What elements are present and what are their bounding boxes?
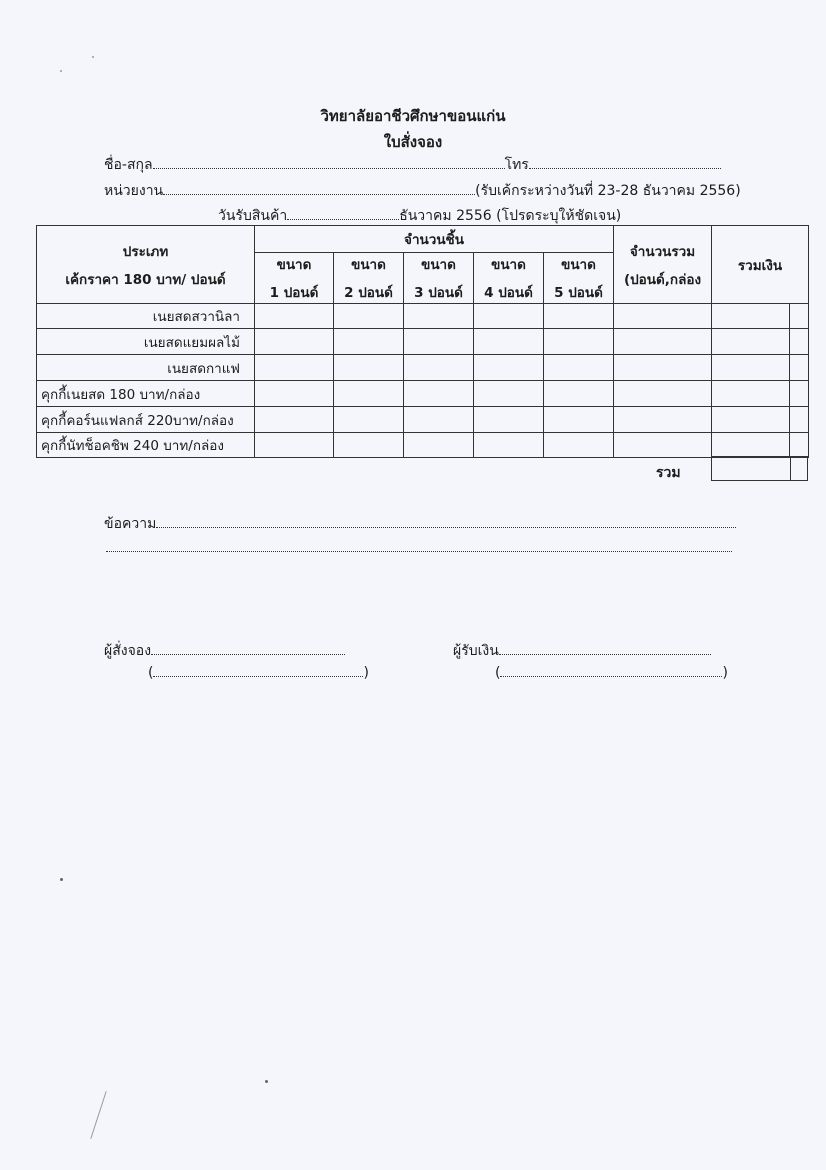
total-qty-cell[interactable] bbox=[614, 407, 712, 433]
qty-cell[interactable] bbox=[474, 381, 544, 407]
row-item-label: คุกกี้เนยสด 180 บาท/กล่อง bbox=[37, 381, 255, 407]
table-row bbox=[37, 329, 809, 355]
receive-month-note: ธันวาคม 2556 (โปรดระบุให้ชัดเจน) bbox=[399, 208, 622, 224]
money-sub-cell[interactable] bbox=[790, 355, 809, 381]
type-header bbox=[37, 226, 255, 304]
qty-cell[interactable] bbox=[544, 433, 614, 458]
receive-day-field[interactable] bbox=[287, 207, 399, 220]
table-row bbox=[37, 381, 809, 407]
row-item-label: เนยสดสวานิลา bbox=[37, 304, 255, 329]
qty-cell[interactable] bbox=[255, 433, 334, 458]
qty-cell[interactable] bbox=[334, 381, 404, 407]
scan-speck bbox=[60, 70, 62, 72]
orderer-signature-field[interactable] bbox=[151, 642, 345, 655]
qty-cell[interactable] bbox=[404, 381, 474, 407]
money-cell[interactable] bbox=[712, 381, 790, 407]
table-row bbox=[37, 433, 809, 458]
qty-cell[interactable] bbox=[544, 381, 614, 407]
total-qty-cell[interactable] bbox=[614, 329, 712, 355]
money-sub-cell[interactable] bbox=[790, 381, 809, 407]
size-4-header: ขนาด 4 ปอนด์ bbox=[474, 253, 544, 304]
scan-speck bbox=[265, 1080, 268, 1083]
orderer-label: ผู้สั่งจอง bbox=[104, 643, 152, 659]
qty-cell[interactable] bbox=[474, 329, 544, 355]
qty-cell[interactable] bbox=[474, 355, 544, 381]
agency-field[interactable] bbox=[163, 182, 475, 195]
qty-cell[interactable] bbox=[544, 407, 614, 433]
qty-cell[interactable] bbox=[404, 355, 474, 381]
name-label: ชื่อ-สกุล bbox=[104, 157, 153, 173]
size-5-header: ขนาด 5 ปอนด์ bbox=[544, 253, 614, 304]
total-qty-header bbox=[614, 226, 712, 304]
agency-label: หน่วยงาน bbox=[104, 183, 164, 199]
scan-speck bbox=[60, 878, 63, 881]
qty-cell[interactable] bbox=[255, 304, 334, 329]
qty-cell[interactable] bbox=[474, 433, 544, 458]
receiver-line bbox=[453, 640, 711, 662]
money-sub-cell[interactable] bbox=[790, 329, 809, 355]
total-qty-cell[interactable] bbox=[614, 433, 712, 458]
money-cell[interactable] bbox=[712, 433, 790, 458]
orderer-name-dots bbox=[153, 664, 363, 677]
qty-header: จำนวนชิ้น bbox=[255, 226, 614, 253]
size-2-header: ขนาด 2 ปอนด์ bbox=[334, 253, 404, 304]
size-3-header: ขนาด 3 ปอนด์ bbox=[404, 253, 474, 304]
phone-label: โทร bbox=[504, 157, 529, 173]
row-item-label: คุกกี้คอร์นแฟลกส์ 220บาท/กล่อง bbox=[37, 407, 255, 433]
orderer-name-field[interactable]: ( ) bbox=[148, 665, 369, 681]
sum-label: รวม bbox=[656, 465, 681, 481]
phone-field[interactable] bbox=[529, 156, 721, 169]
qty-cell[interactable] bbox=[544, 304, 614, 329]
total-qty-line1: จำนวนรวม bbox=[629, 243, 696, 260]
qty-cell[interactable] bbox=[404, 329, 474, 355]
form-title: ใบสั่งจอง bbox=[383, 133, 443, 151]
message-field[interactable] bbox=[156, 515, 736, 528]
message-line bbox=[104, 513, 736, 535]
qty-cell[interactable] bbox=[404, 304, 474, 329]
receiver-label: ผู้รับเงิน bbox=[453, 643, 499, 659]
money-cell[interactable] bbox=[712, 355, 790, 381]
money-sub-cell[interactable] bbox=[790, 433, 809, 458]
qty-cell[interactable] bbox=[255, 381, 334, 407]
name-field[interactable] bbox=[153, 156, 505, 169]
size-1-header: ขนาด 1 ปอนด์ bbox=[255, 253, 334, 304]
receiver-name-field[interactable]: ( ) bbox=[495, 665, 728, 681]
receive-date-line bbox=[218, 205, 621, 227]
pickup-note: (รับเค้กระหว่างวันที่ 23-28 ธันวาคม 2556) bbox=[475, 183, 741, 199]
qty-cell[interactable] bbox=[255, 329, 334, 355]
scan-mark bbox=[90, 1091, 106, 1139]
orderer-line bbox=[104, 640, 345, 662]
college-title: วิทยาลัยอาชีวศึกษาขอนแก่น bbox=[320, 107, 506, 125]
order-table bbox=[36, 225, 809, 458]
qty-cell[interactable] bbox=[544, 355, 614, 381]
receive-label: วันรับสินค้า bbox=[218, 208, 288, 224]
receiver-name-dots bbox=[500, 664, 722, 677]
table-row bbox=[37, 355, 809, 381]
qty-cell[interactable] bbox=[255, 407, 334, 433]
qty-cell[interactable] bbox=[404, 433, 474, 458]
table-row bbox=[37, 304, 809, 329]
qty-cell[interactable] bbox=[334, 407, 404, 433]
qty-cell[interactable] bbox=[474, 407, 544, 433]
message-line-2 bbox=[106, 539, 732, 556]
agency-line bbox=[104, 180, 741, 202]
type-header-line2: เค้กราคา 180 บาท/ ปอนด์ bbox=[65, 271, 226, 288]
qty-cell[interactable] bbox=[544, 329, 614, 355]
receiver-signature-field[interactable] bbox=[499, 642, 711, 655]
message-field-2[interactable] bbox=[106, 539, 732, 552]
qty-cell[interactable] bbox=[255, 355, 334, 381]
message-label: ข้อความ bbox=[104, 516, 157, 532]
qty-cell[interactable] bbox=[474, 304, 544, 329]
qty-cell[interactable] bbox=[334, 304, 404, 329]
qty-cell[interactable] bbox=[404, 407, 474, 433]
row-item-label: คุกกี้นัทช็อคชิพ 240 บาท/กล่อง bbox=[37, 433, 255, 458]
table-row bbox=[37, 407, 809, 433]
row-item-label: เนยสดกาแฟ bbox=[37, 355, 255, 381]
qty-cell[interactable] bbox=[334, 329, 404, 355]
qty-cell[interactable] bbox=[334, 433, 404, 458]
total-money-header: รวมเงิน bbox=[712, 226, 809, 304]
total-qty-cell[interactable] bbox=[614, 381, 712, 407]
type-header-line1: ประเภท bbox=[122, 243, 169, 260]
scan-speck bbox=[92, 56, 94, 58]
row-item-label: เนยสดแยมผลไม้ bbox=[37, 329, 255, 355]
sum-total-box[interactable] bbox=[711, 456, 808, 481]
total-qty-cell[interactable] bbox=[614, 355, 712, 381]
total-qty-line2: (ปอนด์,กล่อง bbox=[623, 271, 702, 288]
money-sub-cell[interactable] bbox=[790, 304, 809, 329]
money-cell[interactable] bbox=[712, 304, 790, 329]
money-cell[interactable] bbox=[712, 329, 790, 355]
money-cell[interactable] bbox=[712, 407, 790, 433]
name-phone-line bbox=[104, 154, 721, 176]
qty-cell[interactable] bbox=[334, 355, 404, 381]
money-sub-cell[interactable] bbox=[790, 407, 809, 433]
sum-divider bbox=[790, 457, 791, 480]
total-qty-cell[interactable] bbox=[614, 304, 712, 329]
